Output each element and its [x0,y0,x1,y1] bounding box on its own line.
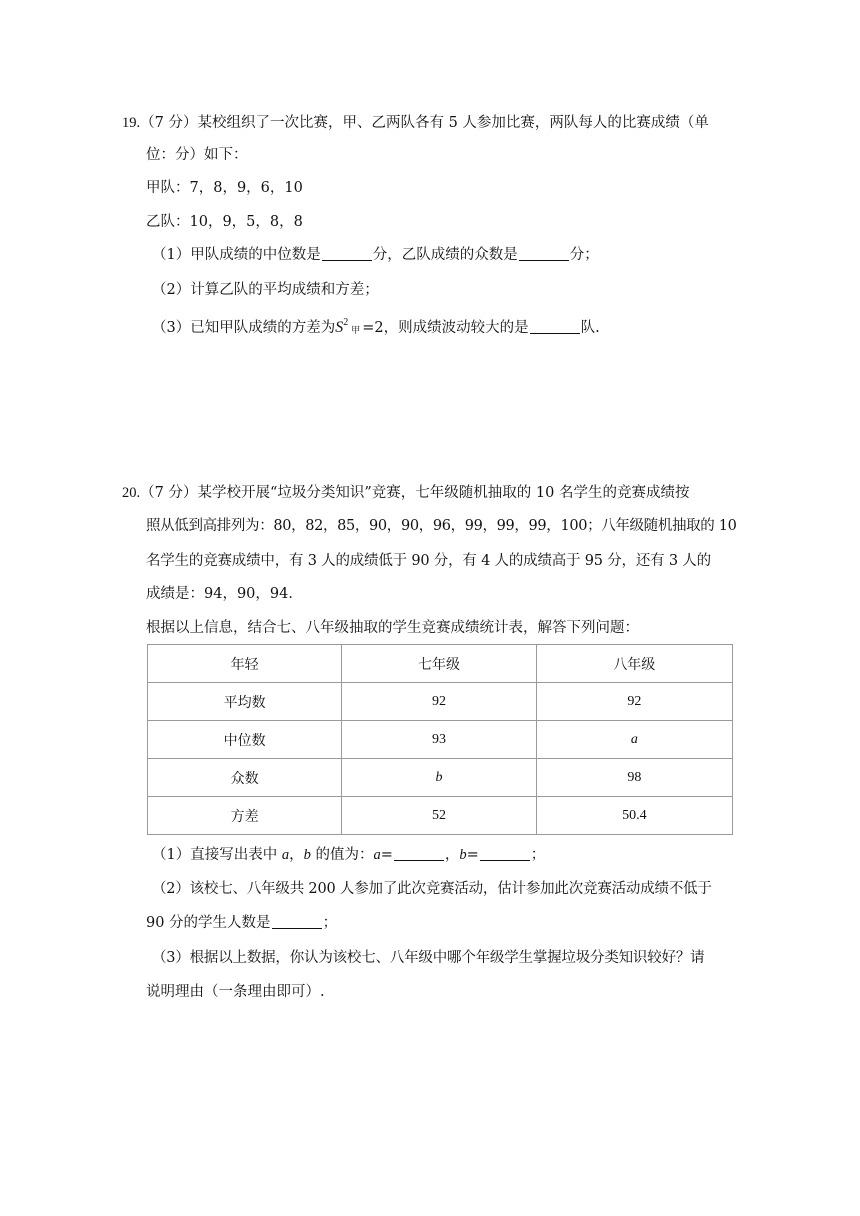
q19-stem-line2: 位：分）如下： [146,147,248,163]
answer-blank[interactable] [519,246,569,261]
answer-blank[interactable] [480,846,530,861]
answer-blank[interactable] [272,914,322,929]
comma: ， [289,847,304,863]
q20-line1 [122,483,689,503]
q20-stem-line3: 名学生的竞赛成绩中，有 3 人的成绩低于 90 分，有 4 人的成绩高于 95 分，还有 3 人的 [146,553,711,569]
table-cell: 92 [342,683,536,721]
table-cell: 52 [342,797,536,835]
q19-sub1-text3: 分； [569,247,599,263]
q20-stem-line1: 某学校开展“垃圾分类知识”竞赛，七年级随机抽取的 10 名学生的竞赛成绩按 [197,485,690,501]
q20-intro: 根据以上信息，结合七、八年级抽取的学生竞赛成绩统计表，解答下列问题： [146,620,639,636]
row-label: 中位数 [148,721,342,759]
q20-sub3-line2: 说明理由（一条理由即可）. [146,984,325,1000]
q20-sub1 [152,845,545,865]
answer-blank[interactable] [394,846,444,861]
q19-team-b: 乙队：10，9，5，8，8 [146,214,303,230]
q19-sub2: （2）计算乙队的平均成绩和方差； [152,282,379,298]
q20-sub2-line2 [146,913,337,933]
q20-stem-line2: 照从低到高排列为：80，82，85，90，90，96，99，99，99，100；八年级随机抽取的 10 [146,518,737,534]
table-cell: 98 [536,759,732,797]
q19-team-a: 甲队：7，8，9，6，10 [146,180,303,196]
table-row [148,759,733,797]
q20-sub2-line1: （2）该校七、八年级共 200 人参加了此次竞赛活动，估计参加此次竞赛活动成绩不低于 [152,881,712,897]
q20-sub2-text: 90 分的学生人数是 [146,915,271,931]
q19-sub3 [152,313,600,341]
q20-stem-line4: 成绩是：94，90，94． [146,586,303,602]
q19-points: （7 分） [140,115,198,131]
q20-points: （7 分） [140,485,198,501]
variance-subscript: 甲 [351,326,361,336]
equals: = [380,847,393,863]
table-row [148,683,733,721]
header-cell: 八年级 [536,645,732,683]
semicolon: ； [530,847,546,863]
q19-number: 19. [122,115,141,131]
var-b: b [459,847,467,863]
semicolon: ； [322,915,338,931]
stats-table [147,644,733,835]
table-cell: a [536,721,732,759]
q19-sub1-text2: 分，乙队成绩的众数是 [372,247,518,263]
row-label: 方差 [148,797,342,835]
q20-number: 20. [122,485,141,501]
equals: = [466,847,479,863]
table-row [148,797,733,835]
q19-line1 [122,113,709,133]
header-cell: 年轻 [148,645,342,683]
comma: ， [444,847,460,863]
table-cell: 93 [342,721,536,759]
variance-superscript: 2 [343,317,349,328]
q19-sub3-text1: （3）已知甲队成绩的方差为 [152,320,336,336]
variance-symbol: S [335,319,344,336]
q19-stem-line1: 某校组织了一次比赛，甲、乙两队各有 5 人参加比赛，两队每人的比赛成绩（单 [197,115,709,131]
table-row [148,721,733,759]
answer-blank[interactable] [322,246,372,261]
q20-sub1-text2: 的值为： [315,847,374,863]
q19-sub1-text1: （1）甲队成绩的中位数是 [152,247,321,263]
table-cell: 92 [536,683,732,721]
q19-sub3-text3: 队. [580,320,600,336]
q19-sub1 [152,245,599,265]
var-a: a [281,847,290,863]
answer-blank[interactable] [530,319,580,334]
var-a: a [373,847,381,863]
row-label: 平均数 [148,683,342,721]
q19-sub3-text2: =2，则成绩波动较大的是 [362,320,529,336]
header-cell: 七年级 [342,645,536,683]
var-b: b [303,847,311,863]
q20-sub1-text1: （1）直接写出表中 [152,847,278,863]
table-header-row [148,645,733,683]
table-cell: b [342,759,536,797]
row-label: 众数 [148,759,342,797]
table-cell: 50.4 [536,797,732,835]
q20-sub3-line1: （3）根据以上数据，你认为该校七、八年级中哪个年级学生掌握垃圾分类知识较好？请 [152,950,705,966]
